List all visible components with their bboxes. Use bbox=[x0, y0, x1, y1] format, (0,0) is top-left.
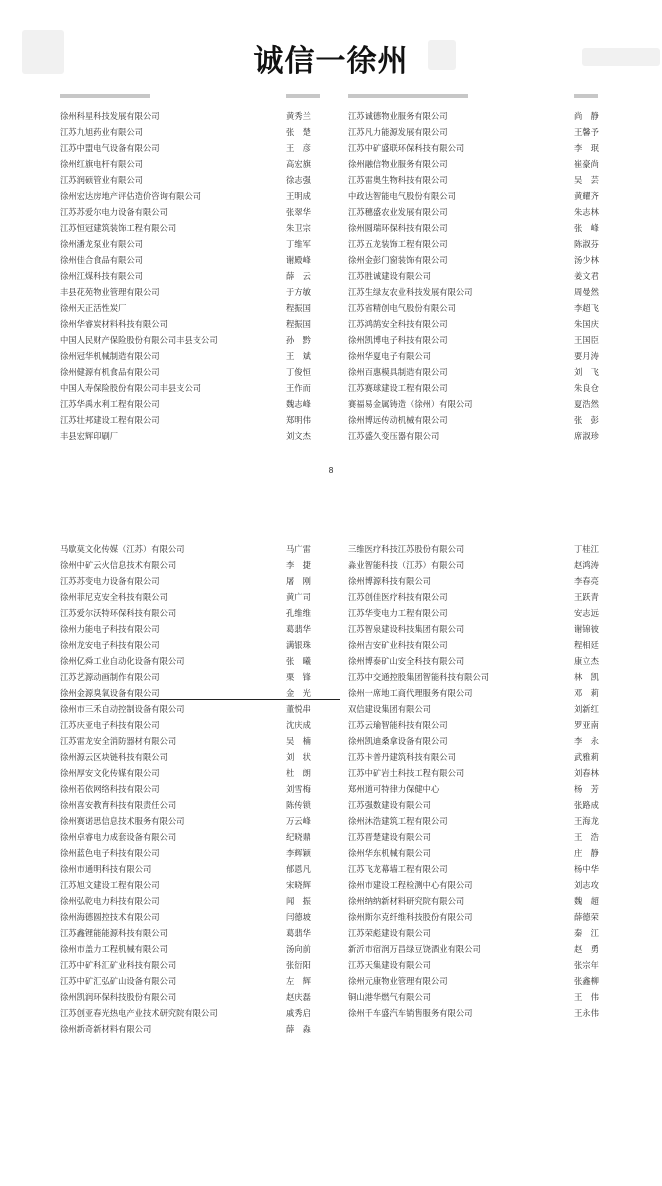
company-name: 徐州金彭门窗装饰有限公司 bbox=[348, 255, 448, 265]
contact-name: 王 斌 bbox=[286, 351, 311, 361]
contact-name: 郑明伟 bbox=[286, 415, 311, 425]
company-name: 徐州元康物业管理有限公司 bbox=[348, 976, 448, 986]
table-row bbox=[0, 108, 662, 124]
contact-name: 程相廷 bbox=[574, 640, 599, 650]
company-name: 江苏雷奥生物科技有限公司 bbox=[348, 175, 448, 185]
table-row bbox=[0, 541, 662, 557]
table-row bbox=[0, 284, 662, 300]
contact-name: 武雅莉 bbox=[574, 752, 599, 762]
company-name: 徐州博泰矿山安全科技有限公司 bbox=[348, 656, 465, 666]
contact-name: 刘雪梅 bbox=[286, 784, 311, 794]
contact-name: 薛德荣 bbox=[574, 912, 599, 922]
table-row bbox=[0, 605, 662, 621]
divider-line bbox=[60, 699, 340, 700]
company-name: 徐州佳合食品有限公司 bbox=[60, 255, 143, 265]
table-row bbox=[0, 797, 662, 813]
company-name: 徐州圆瑞环保科技有限公司 bbox=[348, 223, 448, 233]
company-name: 徐州新奇新材料有限公司 bbox=[60, 1024, 152, 1034]
contact-name: 席淑珍 bbox=[574, 431, 599, 441]
contact-name: 于方敏 bbox=[286, 287, 311, 297]
company-name: 江苏苏爱尔电力设备有限公司 bbox=[60, 207, 168, 217]
contact-name: 李 捷 bbox=[286, 560, 311, 570]
company-name: 江苏旭文建设工程有限公司 bbox=[60, 880, 160, 890]
company-name: 江苏省精创电气股份有限公司 bbox=[348, 303, 456, 313]
company-name: 江苏荣彪建设有限公司 bbox=[348, 928, 431, 938]
contact-name: 董悦串 bbox=[286, 704, 311, 714]
contact-name: 李辉颖 bbox=[286, 848, 311, 858]
company-name: 江苏云瑜智能科技有限公司 bbox=[348, 720, 448, 730]
company-name: 丰县花苑物业管理有限公司 bbox=[60, 287, 160, 297]
company-name: 徐州卓睿电力成套设备有限公司 bbox=[60, 832, 177, 842]
contact-name: 邓 莉 bbox=[574, 688, 599, 698]
company-name: 江苏凡力能源发展有限公司 bbox=[348, 127, 448, 137]
contact-name: 黄耀齐 bbox=[574, 191, 599, 201]
table-row bbox=[0, 316, 662, 332]
table-row bbox=[0, 765, 662, 781]
contact-name: 张 曦 bbox=[286, 656, 311, 666]
table-row bbox=[0, 172, 662, 188]
company-name: 淼业智能科技（江苏）有限公司 bbox=[348, 560, 465, 570]
contact-name: 刘新红 bbox=[574, 704, 599, 714]
company-name: 徐州市建设工程检测中心有限公司 bbox=[348, 880, 473, 890]
table-row bbox=[0, 396, 662, 412]
contact-name: 丁维军 bbox=[286, 239, 311, 249]
company-name: 江苏中矿盛联环保科技有限公司 bbox=[348, 143, 465, 153]
contact-name: 程振国 bbox=[286, 319, 311, 329]
company-name: 江苏华变电力工程有限公司 bbox=[348, 608, 448, 618]
company-name: 江苏生绿友农业科技发展有限公司 bbox=[348, 287, 473, 297]
company-name: 徐州纳纳新材料研究院有限公司 bbox=[348, 896, 465, 906]
company-name: 徐州融信物业服务有限公司 bbox=[348, 159, 448, 169]
table-row bbox=[0, 124, 662, 140]
contact-name: 左 辉 bbox=[286, 976, 311, 986]
contact-name: 杜 朗 bbox=[286, 768, 311, 778]
contact-name: 高宏旗 bbox=[286, 159, 311, 169]
contact-name: 张 峰 bbox=[574, 223, 599, 233]
company-name: 徐州科星科技发展有限公司 bbox=[60, 111, 160, 121]
company-name: 江苏创亚春光热电产业技术研究院有限公司 bbox=[60, 1008, 218, 1018]
contact-name: 魏志峰 bbox=[286, 399, 311, 409]
contact-name: 闻 振 bbox=[286, 896, 311, 906]
contact-name: 沈庆成 bbox=[286, 720, 311, 730]
contact-name: 丁桂江 bbox=[574, 544, 599, 554]
company-name: 江苏苏变电力设备有限公司 bbox=[60, 576, 160, 586]
company-name: 徐州赛诺思信息技术服务有限公司 bbox=[60, 816, 185, 826]
contact-name: 李 永 bbox=[574, 736, 599, 746]
contact-name: 王明成 bbox=[286, 191, 311, 201]
company-list-top bbox=[0, 108, 662, 444]
company-name: 徐州华东机械有限公司 bbox=[348, 848, 431, 858]
contact-name: 张 彭 bbox=[574, 415, 599, 425]
contact-name: 周曼然 bbox=[574, 287, 599, 297]
company-name: 江苏飞龙幕墙工程有限公司 bbox=[348, 864, 448, 874]
table-row bbox=[0, 188, 662, 204]
company-name: 徐州吉安矿业科技有限公司 bbox=[348, 640, 448, 650]
table-row bbox=[0, 877, 662, 893]
company-name: 江苏中盟电气设备有限公司 bbox=[60, 143, 160, 153]
contact-name: 王 彦 bbox=[286, 143, 311, 153]
table-row bbox=[0, 300, 662, 316]
contact-name: 闫德坡 bbox=[286, 912, 311, 922]
company-name: 徐州凯迪桑拿设备有限公司 bbox=[348, 736, 448, 746]
company-name: 徐州冠华机械制造有限公司 bbox=[60, 351, 160, 361]
contact-name: 薛 淼 bbox=[286, 1024, 311, 1034]
contact-name: 葛翡华 bbox=[286, 624, 311, 634]
table-row bbox=[0, 669, 662, 685]
table-row bbox=[0, 220, 662, 236]
contact-name: 满银珠 bbox=[286, 640, 311, 650]
contact-name: 王跃青 bbox=[574, 592, 599, 602]
contact-name: 王海龙 bbox=[574, 816, 599, 826]
contact-name: 赵庆磊 bbox=[286, 992, 311, 1002]
company-name: 江苏雷龙安全消防器材有限公司 bbox=[60, 736, 177, 746]
contact-name: 汤向前 bbox=[286, 944, 311, 954]
contact-name: 陈淑芬 bbox=[574, 239, 599, 249]
table-row bbox=[0, 941, 662, 957]
company-name: 江苏鑫锂能能源科技有限公司 bbox=[60, 928, 168, 938]
company-name: 江苏赛球建设工程有限公司 bbox=[348, 383, 448, 393]
contact-name: 杨中华 bbox=[574, 864, 599, 874]
company-name: 徐州一席地工商代理服务有限公司 bbox=[348, 688, 473, 698]
company-name: 江苏盛久变压器有限公司 bbox=[348, 431, 440, 441]
table-row bbox=[0, 428, 662, 444]
contact-name: 孔维维 bbox=[286, 608, 311, 618]
contact-name: 王馨予 bbox=[574, 127, 599, 137]
contact-name: 丁俊恒 bbox=[286, 367, 311, 377]
contact-name: 刘 飞 bbox=[574, 367, 599, 377]
company-name: 中国人民财产保险股份有限公司丰县支公司 bbox=[60, 335, 218, 345]
company-name: 徐州凯博电子科技有限公司 bbox=[348, 335, 448, 345]
contact-name: 张鑫柳 bbox=[574, 976, 599, 986]
contact-name: 李春亮 bbox=[574, 576, 599, 586]
table-row bbox=[0, 380, 662, 396]
contact-name: 葛翡华 bbox=[286, 928, 311, 938]
contact-name: 程振国 bbox=[286, 303, 311, 313]
contact-name: 吴 芸 bbox=[574, 175, 599, 185]
contact-name: 金 光 bbox=[286, 688, 311, 698]
contact-name: 孙 黔 bbox=[286, 335, 311, 345]
company-name: 徐州市三禾自动控制设备有限公司 bbox=[60, 704, 185, 714]
company-name: 中国人寿保险股份有限公司丰县支公司 bbox=[60, 383, 202, 393]
company-name: 徐州博远传动机械有限公司 bbox=[348, 415, 448, 425]
company-name: 郑州道可特律力保健中心 bbox=[348, 784, 440, 794]
page-title: 诚信一徐州 bbox=[253, 44, 409, 79]
contact-name: 尚 静 bbox=[574, 111, 599, 121]
contact-name: 赵 勇 bbox=[574, 944, 599, 954]
contact-name: 张翠华 bbox=[286, 207, 311, 217]
table-row bbox=[0, 204, 662, 220]
table-row bbox=[0, 140, 662, 156]
table-row bbox=[0, 156, 662, 172]
table-row bbox=[0, 557, 662, 573]
contact-name: 康立杰 bbox=[574, 656, 599, 666]
contact-name: 谢殿峰 bbox=[286, 255, 311, 265]
contact-name: 姜文君 bbox=[574, 271, 599, 281]
table-row bbox=[0, 621, 662, 637]
contact-name: 崔豪尚 bbox=[574, 159, 599, 169]
contact-name: 马广雷 bbox=[286, 544, 311, 554]
blurred-mark bbox=[582, 48, 660, 66]
company-name: 江苏艺源动画制作有限公司 bbox=[60, 672, 160, 682]
contact-name: 朱志林 bbox=[574, 207, 599, 217]
contact-name: 宋晓辉 bbox=[286, 880, 311, 890]
company-name: 徐州健源有机食品有限公司 bbox=[60, 367, 160, 377]
table-row bbox=[0, 252, 662, 268]
company-name: 江苏中交通控股集团智能科技有限公司 bbox=[348, 672, 490, 682]
table-row bbox=[0, 573, 662, 589]
company-name: 江苏恒冠建筑装饰工程有限公司 bbox=[60, 223, 177, 233]
contact-name: 刘春林 bbox=[574, 768, 599, 778]
contact-name: 万云峰 bbox=[286, 816, 311, 826]
company-name: 徐州亿舜工业自动化设备有限公司 bbox=[60, 656, 185, 666]
company-name: 徐州博源科技有限公司 bbox=[348, 576, 431, 586]
company-name: 江苏庆亚电子科技有限公司 bbox=[60, 720, 160, 730]
company-name: 徐州弘乾电力科技有限公司 bbox=[60, 896, 160, 906]
contact-name: 黄广司 bbox=[286, 592, 311, 602]
company-name: 江苏天集建设有限公司 bbox=[348, 960, 431, 970]
contact-name: 夏浩然 bbox=[574, 399, 599, 409]
company-list-bottom bbox=[0, 541, 662, 1037]
contact-name: 王 浩 bbox=[574, 832, 599, 842]
table-row bbox=[0, 893, 662, 909]
company-name: 徐州斯尔克纤维科技股份有限公司 bbox=[348, 912, 473, 922]
table-row bbox=[0, 845, 662, 861]
contact-name: 黄秀兰 bbox=[286, 111, 311, 121]
table-row bbox=[0, 861, 662, 877]
contact-name: 屠 刚 bbox=[286, 576, 311, 586]
table-row bbox=[0, 1005, 662, 1021]
company-name: 三维医疗科技江苏股份有限公司 bbox=[348, 544, 465, 554]
contact-name: 刘 状 bbox=[286, 752, 311, 762]
table-row bbox=[0, 268, 662, 284]
table-row bbox=[0, 332, 662, 348]
company-name: 江苏九旭药业有限公司 bbox=[60, 127, 143, 137]
company-name: 徐州华睿炭材料科技有限公司 bbox=[60, 319, 168, 329]
contact-name: 朱国庆 bbox=[574, 319, 599, 329]
company-name: 江苏穗盛农业发展有限公司 bbox=[348, 207, 448, 217]
company-name: 江苏强数建设有限公司 bbox=[348, 800, 431, 810]
company-name: 徐州厚安文化传媒有限公司 bbox=[60, 768, 160, 778]
company-name: 徐州市通明科技有限公司 bbox=[60, 864, 152, 874]
company-name: 江苏鸿鹄安全科技有限公司 bbox=[348, 319, 448, 329]
company-name: 徐州凯润环保科技股份有限公司 bbox=[60, 992, 177, 1002]
company-name: 中政达智能电气股份有限公司 bbox=[348, 191, 456, 201]
company-name: 徐州宏达房地产评估造价咨询有限公司 bbox=[60, 191, 202, 201]
company-name: 徐州华夏电子有限公司 bbox=[348, 351, 431, 361]
contact-name: 罗亚南 bbox=[574, 720, 599, 730]
table-row bbox=[0, 653, 662, 669]
company-name: 江苏创佳医疗科技有限公司 bbox=[348, 592, 448, 602]
table-row bbox=[0, 909, 662, 925]
table-row bbox=[0, 813, 662, 829]
company-name: 新沂市宿润万昌绿豆饶酒业有限公司 bbox=[348, 944, 481, 954]
company-name: 江苏壮邦建设工程有限公司 bbox=[60, 415, 160, 425]
company-name: 徐州百惠模具制造有限公司 bbox=[348, 367, 448, 377]
contact-name: 薛 云 bbox=[286, 271, 311, 281]
table-row bbox=[0, 925, 662, 941]
blurred-mark bbox=[428, 40, 456, 70]
table-row bbox=[0, 1021, 662, 1037]
contact-name: 王 伟 bbox=[574, 992, 599, 1002]
company-name: 徐州红旗电杆有限公司 bbox=[60, 159, 143, 169]
company-name: 江苏晋楚建设有限公司 bbox=[348, 832, 431, 842]
page-number: 8 bbox=[328, 466, 334, 475]
table-row bbox=[0, 589, 662, 605]
contact-name: 朱卫宗 bbox=[286, 223, 311, 233]
company-name: 江苏胜诚建设有限公司 bbox=[348, 271, 431, 281]
company-name: 徐州源云区块链科技有限公司 bbox=[60, 752, 168, 762]
contact-name: 郁恩凡 bbox=[286, 864, 311, 874]
company-name: 徐州龙安电子科技有限公司 bbox=[60, 640, 160, 650]
company-name: 徐州金源臭氧设备有限公司 bbox=[60, 688, 160, 698]
contact-name: 林 凯 bbox=[574, 672, 599, 682]
company-name: 江苏智泉建设科技集团有限公司 bbox=[348, 624, 465, 634]
company-name: 徐州天正活性炭厂 bbox=[60, 303, 127, 313]
company-name: 江苏诚德物业服务有限公司 bbox=[348, 111, 448, 121]
contact-name: 张路成 bbox=[574, 800, 599, 810]
contact-name: 赵鸿涛 bbox=[574, 560, 599, 570]
document-header bbox=[0, 0, 662, 96]
table-row bbox=[0, 749, 662, 765]
table-row bbox=[0, 829, 662, 845]
company-name: 徐州市盖力工程机械有限公司 bbox=[60, 944, 168, 954]
company-name: 徐州菲尼克安全科技有限公司 bbox=[60, 592, 168, 602]
contact-name: 戚秀启 bbox=[286, 1008, 311, 1018]
contact-name: 李超飞 bbox=[574, 303, 599, 313]
table-row bbox=[0, 348, 662, 364]
contact-name: 刘文杰 bbox=[286, 431, 311, 441]
company-name: 马歇莫文化传媒（江苏）有限公司 bbox=[60, 544, 185, 554]
company-name: 徐州蓝色电子科技有限公司 bbox=[60, 848, 160, 858]
table-row bbox=[0, 364, 662, 380]
company-name: 徐州潘龙泵业有限公司 bbox=[60, 239, 143, 249]
company-name: 徐州若依网络科技有限公司 bbox=[60, 784, 160, 794]
company-name: 徐州江煤科技有限公司 bbox=[60, 271, 143, 281]
contact-name: 徐志强 bbox=[286, 175, 311, 185]
table-row bbox=[0, 236, 662, 252]
table-row bbox=[0, 989, 662, 1005]
company-name: 徐州千车盛汽车销售服务有限公司 bbox=[348, 1008, 473, 1018]
table-row bbox=[0, 637, 662, 653]
company-name: 江苏爱尔沃特环保科技有限公司 bbox=[60, 608, 177, 618]
company-name: 徐州力能电子科技有限公司 bbox=[60, 624, 160, 634]
cut-off-row bbox=[60, 92, 600, 100]
contact-name: 魏 超 bbox=[574, 896, 599, 906]
contact-name: 王作而 bbox=[286, 383, 311, 393]
table-row bbox=[0, 412, 662, 428]
contact-name: 汤少林 bbox=[574, 255, 599, 265]
contact-name: 朱良仓 bbox=[574, 383, 599, 393]
company-name: 江苏卡普丹建筑科技有限公司 bbox=[348, 752, 456, 762]
contact-name: 陈传锁 bbox=[286, 800, 311, 810]
company-name: 丰县宏辉印刷厂 bbox=[60, 431, 119, 441]
company-name: 徐州喜安教育科技有限责任公司 bbox=[60, 800, 177, 810]
company-name: 江苏中矿岩土科技工程有限公司 bbox=[348, 768, 465, 778]
contact-name: 庄 静 bbox=[574, 848, 599, 858]
contact-name: 张衍阳 bbox=[286, 960, 311, 970]
company-name: 江苏中矿科汇矿业科技有限公司 bbox=[60, 960, 177, 970]
contact-name: 张 楚 bbox=[286, 127, 311, 137]
contact-name: 李 珉 bbox=[574, 143, 599, 153]
table-row bbox=[0, 733, 662, 749]
company-name: 江苏五龙装饰工程有限公司 bbox=[348, 239, 448, 249]
table-row bbox=[0, 973, 662, 989]
company-name: 江苏中矿汇弘矿山设备有限公司 bbox=[60, 976, 177, 986]
contact-name: 吴 楠 bbox=[286, 736, 311, 746]
contact-name: 谢锦彼 bbox=[574, 624, 599, 634]
company-name: 赛福易金属铸造（徐州）有限公司 bbox=[348, 399, 473, 409]
contact-name: 栗 锋 bbox=[286, 672, 311, 682]
table-row bbox=[0, 701, 662, 717]
contact-name: 刘志攻 bbox=[574, 880, 599, 890]
contact-name: 王国臣 bbox=[574, 335, 599, 345]
table-row bbox=[0, 957, 662, 973]
contact-name: 纪晓鼎 bbox=[286, 832, 311, 842]
company-name: 双信建设集团有限公司 bbox=[348, 704, 431, 714]
company-name: 铜山港华燃气有限公司 bbox=[348, 992, 431, 1002]
contact-name: 安志远 bbox=[574, 608, 599, 618]
table-row bbox=[0, 781, 662, 797]
contact-name: 杨 芳 bbox=[574, 784, 599, 794]
contact-name: 张宗年 bbox=[574, 960, 599, 970]
contact-name: 王永伟 bbox=[574, 1008, 599, 1018]
company-name: 江苏润硕管业有限公司 bbox=[60, 175, 143, 185]
company-name: 徐州海德圆控技术有限公司 bbox=[60, 912, 160, 922]
company-name: 徐州沐浩建筑工程有限公司 bbox=[348, 816, 448, 826]
company-name: 江苏华禹水利工程有限公司 bbox=[60, 399, 160, 409]
table-row bbox=[0, 717, 662, 733]
company-name: 徐州中矿云火信息技术有限公司 bbox=[60, 560, 177, 570]
contact-name: 要月涛 bbox=[574, 351, 599, 361]
contact-name: 秦 江 bbox=[574, 928, 599, 938]
